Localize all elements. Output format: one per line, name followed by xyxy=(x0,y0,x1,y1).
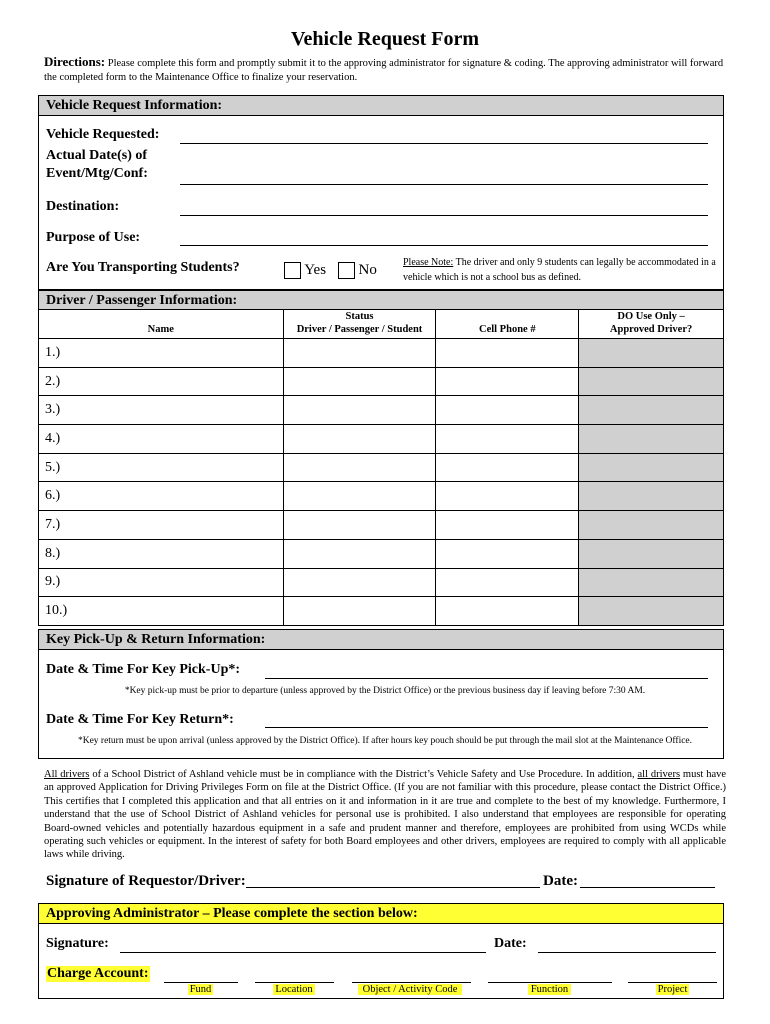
transporting-label: Are You Transporting Students? xyxy=(46,260,240,275)
code-location: Location xyxy=(273,984,315,995)
table-row xyxy=(39,367,724,396)
table-row xyxy=(39,453,724,482)
col-do-use: DO Use Only – Approved Driver? xyxy=(579,310,724,339)
fund-field[interactable] xyxy=(164,982,238,983)
row-phone-cell[interactable] xyxy=(436,597,579,626)
purpose-label: Purpose of Use: xyxy=(46,230,141,245)
code-fund: Fund xyxy=(189,984,212,995)
table-row xyxy=(39,597,724,626)
code-project: Project xyxy=(657,984,688,995)
vehicle-requested-label: Vehicle Requested: xyxy=(46,127,160,142)
row-phone-cell[interactable] xyxy=(436,396,579,425)
row-status-cell[interactable] xyxy=(283,339,436,368)
row-number-name[interactable]: 3.) xyxy=(39,396,284,425)
table-header-row xyxy=(39,310,724,339)
driver-passenger-panel xyxy=(38,290,724,310)
vehicle-requested-field[interactable] xyxy=(180,143,708,144)
code-object-activity: Object / Activity Code xyxy=(358,984,462,995)
compliance-text: All drivers of a School District of Ashland vehicle must be in compliance with the District’s Vehicle Safety and Use Procedure. In addition, all drivers must have an approved Application for Driving Privileges Form on file at the District Office. (If you are not familiar with this procedure, please contact the District Office.) This certifies that I completed this application and that all entries on it and information in it are true and complete to the best of my knowledge. Furthermore, I understand that the use of School District of Ashland vehicles for personal use is prohibited. I also understand that employees are responsible for operating Board-owned vehicles and potentially hazardous equipment in a safe and prudent manner and therefore, employees are prohibited from using WCDs while operating such vehicles or equipment. In the interest of safety for both Board employees and other drivers, employees are required to comply with all applicable laws while driving. xyxy=(44,769,727,861)
col-name: Name xyxy=(39,310,284,339)
row-approved-cell xyxy=(579,568,724,597)
note-label: Please Note: xyxy=(403,257,454,268)
row-approved-cell xyxy=(579,482,724,511)
row-approved-cell xyxy=(579,396,724,425)
row-number-name[interactable]: 6.) xyxy=(39,482,284,511)
row-number-name[interactable]: 1.) xyxy=(39,339,284,368)
note-text: The driver and only 9 students can legally be accommodated in a vehicle which is not a school bus as defined. xyxy=(403,257,716,283)
requestor-signature-field[interactable] xyxy=(246,887,540,888)
row-phone-cell[interactable] xyxy=(436,339,579,368)
driver-passenger-table xyxy=(38,309,724,626)
approving-admin-header: Approving Administrator – Please complete the section below: xyxy=(39,904,723,924)
row-status-cell[interactable] xyxy=(283,568,436,597)
table-row xyxy=(39,568,724,597)
row-number-name[interactable]: 4.) xyxy=(39,425,284,454)
table-row xyxy=(39,539,724,568)
destination-field[interactable] xyxy=(180,215,708,216)
row-number-name[interactable]: 9.) xyxy=(39,568,284,597)
project-field[interactable] xyxy=(628,982,717,983)
key-return-field[interactable] xyxy=(265,727,708,728)
row-approved-cell xyxy=(579,511,724,540)
driver-passenger-header: Driver / Passenger Information: xyxy=(39,291,723,310)
row-status-cell[interactable] xyxy=(283,396,436,425)
yes-checkbox[interactable] xyxy=(284,262,301,279)
row-status-cell[interactable] xyxy=(283,425,436,454)
row-approved-cell xyxy=(579,539,724,568)
row-status-cell[interactable] xyxy=(283,482,436,511)
directions-label: Directions: xyxy=(44,54,106,69)
row-number-name[interactable]: 10.) xyxy=(39,597,284,626)
purpose-field[interactable] xyxy=(180,245,708,246)
row-approved-cell xyxy=(579,453,724,482)
admin-date-label: Date: xyxy=(494,936,527,951)
row-status-cell[interactable] xyxy=(283,597,436,626)
students-note xyxy=(403,255,718,285)
row-status-cell[interactable] xyxy=(283,511,436,540)
actual-dates-label-1: Actual Date(s) of xyxy=(46,148,148,163)
requestor-date-label: Date: xyxy=(543,873,578,889)
row-phone-cell[interactable] xyxy=(436,367,579,396)
row-phone-cell[interactable] xyxy=(436,482,579,511)
col-status: Status Driver / Passenger / Student xyxy=(283,310,436,339)
table-row xyxy=(39,396,724,425)
table-row xyxy=(39,425,724,454)
requestor-date-field[interactable] xyxy=(580,887,715,888)
key-return-note: *Key return must be upon arrival (unless approved by the District Office). If after hours key pouch should be put through the mail slot at the Maintenance Office. xyxy=(77,736,693,746)
yes-label: Yes xyxy=(304,262,327,278)
row-phone-cell[interactable] xyxy=(436,425,579,454)
directions xyxy=(44,55,724,85)
form-title: Vehicle Request Form xyxy=(290,28,480,50)
key-pickup-field[interactable] xyxy=(265,678,708,679)
table-row xyxy=(39,339,724,368)
row-status-cell[interactable] xyxy=(283,367,436,396)
row-status-cell[interactable] xyxy=(283,539,436,568)
row-phone-cell[interactable] xyxy=(436,453,579,482)
destination-label: Destination: xyxy=(46,199,120,214)
actual-dates-field[interactable] xyxy=(180,184,708,185)
function-field[interactable] xyxy=(488,982,612,983)
vehicle-request-header: Vehicle Request Information: xyxy=(39,96,723,116)
row-number-name[interactable]: 8.) xyxy=(39,539,284,568)
row-approved-cell xyxy=(579,597,724,626)
row-approved-cell xyxy=(579,367,724,396)
row-number-name[interactable]: 2.) xyxy=(39,367,284,396)
location-field[interactable] xyxy=(255,982,334,983)
table-row xyxy=(39,482,724,511)
col-phone: Cell Phone # xyxy=(436,310,579,339)
object-code-field[interactable] xyxy=(352,982,471,983)
code-function: Function xyxy=(528,984,571,995)
actual-dates-label-2: Event/Mtg/Conf: xyxy=(46,166,148,181)
admin-signature-field[interactable] xyxy=(120,952,486,953)
row-phone-cell[interactable] xyxy=(436,511,579,540)
row-number-name[interactable]: 7.) xyxy=(39,511,284,540)
no-label: No xyxy=(358,262,377,278)
row-approved-cell xyxy=(579,339,724,368)
key-pickup-label: Date & Time For Key Pick-Up*: xyxy=(46,662,241,677)
key-header: Key Pick-Up & Return Information: xyxy=(39,630,723,650)
requestor-signature-label: Signature of Requestor/Driver: xyxy=(46,873,246,889)
table-row xyxy=(39,511,724,540)
row-status-cell[interactable] xyxy=(283,453,436,482)
row-approved-cell xyxy=(579,425,724,454)
row-phone-cell[interactable] xyxy=(436,539,579,568)
directions-text: Please complete this form and promptly submit it to the approving administrator for signature & coding. The approving administrator will forward the completed form to the Maintenance Office to finalize your reservation. xyxy=(44,58,724,83)
row-number-name[interactable]: 5.) xyxy=(39,453,284,482)
row-phone-cell[interactable] xyxy=(436,568,579,597)
admin-date-field[interactable] xyxy=(538,952,716,953)
charge-account-label: Charge Account: xyxy=(47,966,149,981)
transporting-options xyxy=(284,262,377,279)
key-return-label: Date & Time For Key Return*: xyxy=(46,712,234,727)
key-pickup-note: *Key pick-up must be prior to departure (unless approved by the District Office) or the previous business day if leaving before 7:30 AM. xyxy=(124,686,646,696)
admin-signature-label: Signature: xyxy=(46,936,109,951)
no-checkbox[interactable] xyxy=(338,262,355,279)
